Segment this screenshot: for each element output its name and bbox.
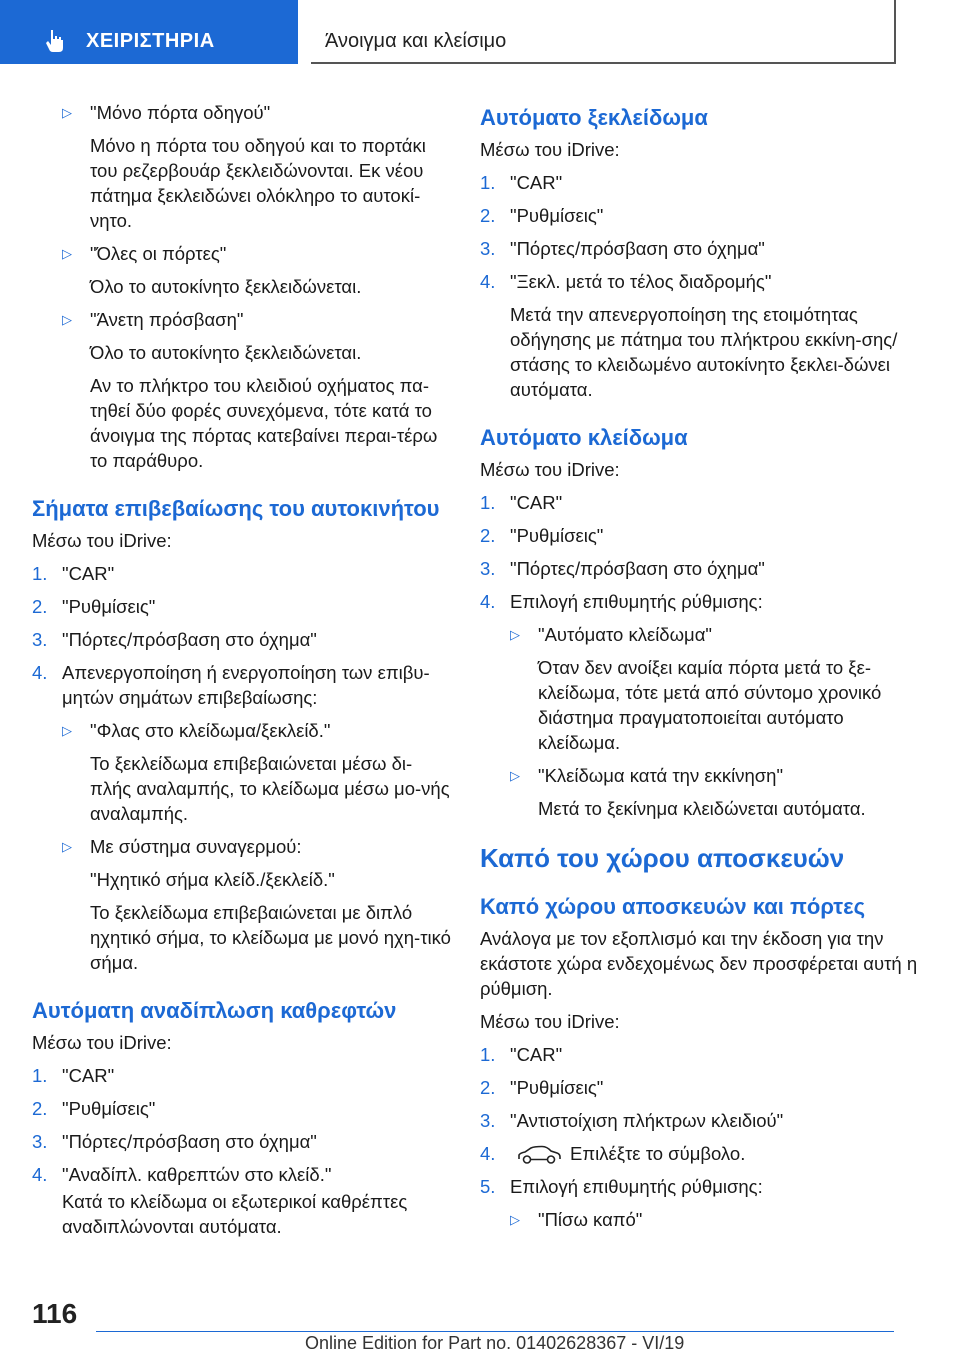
paragraph: Ανάλογα με τον εξοπλισμό και την έκδοση για την εκάστοτε χώρα ενδεχομένως δεν προσφέρεται αυτή η ρύθμιση. (480, 928, 918, 999)
list-item: 4. Απενεργοποίηση ή ενεργοποίηση των επιβυ-μητών σημάτων επιβεβαίωσης: (32, 662, 430, 708)
footer-edition: Online Edition for Part no. 01402628367 - VI/19 (305, 1333, 685, 1353)
sub-item: ▷ Με σύστημα συναγερμού: (62, 836, 302, 857)
list-item: 1. "CAR" (32, 563, 115, 584)
list-item: 2. "Ρυθμίσεις" (480, 525, 604, 546)
sub-item: ▷ "Κλείδωμα κατά την εκκίνηση" (510, 765, 784, 786)
triangle-bullet-icon: ▷ (62, 723, 72, 738)
bullet-driver-door: ▷ "Μόνο πόρτα οδηγού" (62, 102, 271, 123)
left-column (32, 100, 452, 1247)
bullet-comfort-access: ▷ "Άνετη πρόσβαση" (62, 309, 244, 330)
list-item: 4. "Αναδίπλ. καθρεπτών στο κλείδ." (32, 1164, 332, 1185)
sub-item: ▷ "Φλας στο κλείδωμα/ξεκλείδ." (62, 720, 331, 741)
sub-item: ▷ "Αυτόματο κλείδωμα" (510, 624, 712, 645)
list-item: 3. "Πόρτες/πρόσβαση στο όχημα" (480, 238, 765, 259)
list-item: 3. "Πόρτες/πρόσβαση στο όχημα" (480, 558, 765, 579)
paragraph: "Ηχητικό σήμα κλείδ./ξεκλείδ." (90, 869, 335, 890)
list-item: 4. "Ξεκλ. μετά το τέλος διαδρομής" (480, 271, 772, 292)
triangle-bullet-icon: ▷ (510, 1212, 520, 1227)
section-heading: Αυτόματο κλείδωμα (480, 425, 688, 450)
paragraph: Το ξεκλείδωμα επιβεβαιώνεται με διπλό ηχητικό σήμα, το κλείδωμα με μονό ηχη-τικό σήμα. (90, 902, 451, 973)
list-item: 3. "Πόρτες/πρόσβαση στο όχημα" (32, 629, 317, 650)
triangle-bullet-icon: ▷ (62, 105, 72, 120)
bullet-all-doors: ▷ "Όλες οι πόρτες" (62, 243, 227, 264)
pointing-hand-icon (42, 28, 68, 54)
triangle-bullet-icon: ▷ (510, 627, 520, 642)
list-item: 4. Επιλογή επιθυμητής ρύθμισης: (480, 591, 763, 612)
list-item: 2. "Ρυθμίσεις" (32, 596, 156, 617)
list-item: 2. "Ρυθμίσεις" (32, 1098, 156, 1119)
right-column (480, 100, 920, 1240)
list-item: 1. "CAR" (480, 1044, 563, 1065)
chapter-heading: Καπό του χώρου αποσκευών (480, 843, 845, 873)
list-item: 3. "Πόρτες/πρόσβαση στο όχημα" (32, 1131, 317, 1152)
triangle-bullet-icon: ▷ (62, 312, 72, 327)
list-item: 1. "CAR" (480, 492, 563, 513)
paragraph: Μέσω του iDrive: (32, 1032, 172, 1053)
sub-item: ▷ "Πίσω καπό" (510, 1209, 643, 1230)
paragraph: Μέσω του iDrive: (480, 1011, 620, 1032)
list-item: 4. Επιλέξτε το σύμβολο. (480, 1143, 746, 1164)
section-tab (0, 0, 298, 64)
paragraph: Μετά την απενεργοποίηση της ετοιμότητας οδήγησης με πάτημα του πλήκτρου εκκίνη-σης/στάσης το κλειδωμένο αυτοκίνητο ξεκλει-δώνει αυτόματα. (510, 304, 898, 400)
list-item: 1. "CAR" (480, 172, 563, 193)
section-heading: Καπό χώρου αποσκευών και πόρτες (480, 894, 866, 919)
paragraph: Κατά το κλείδωμα οι εξωτερικοί καθρέπτες αναδιπλώνονται αυτόματα. (62, 1191, 408, 1237)
paragraph: Μόνο η πόρτα του οδηγού και το πορτάκι του ρεζερβουάρ ξεκλειδώνονται. Εκ νέου πάτημα ξεκλειδώνει ολόκληρο το αυτοκί-νητο. (90, 135, 426, 231)
page-number: 116 (32, 1298, 78, 1329)
list-item: 5. Επιλογή επιθυμητής ρύθμισης: (480, 1176, 763, 1197)
paragraph: Όλο το αυτοκίνητο ξεκλειδώνεται. (90, 342, 362, 363)
paragraph: Μέσω του iDrive: (32, 530, 172, 551)
triangle-bullet-icon: ▷ (62, 839, 72, 854)
footer-divider (96, 1331, 894, 1332)
paragraph: Μετά το ξεκίνημα κλειδώνεται αυτόματα. (538, 798, 866, 819)
page-title: Άνοιγμα και κλείσιμο (325, 30, 507, 52)
page-header (0, 0, 960, 64)
list-item: 2. "Ρυθμίσεις" (480, 1077, 604, 1098)
paragraph: Όταν δεν ανοίξει καμία πόρτα μετά το ξε-κλείδωμα, τότε μετά από σύντομο χρονικό διάστημα πραγματοποιείται αυτόματο κλείδωμα. (538, 657, 882, 753)
car-outline-icon (516, 1145, 562, 1165)
section-heading: Αυτόματο ξεκλείδωμα (480, 105, 708, 130)
list-item: 1. "CAR" (32, 1065, 115, 1086)
paragraph: Το ξεκλείδωμα επιβεβαιώνεται μέσω δι-πλής αναλαμπής, το κλείδωμα μέσω μο-νής αναλαμπής. (90, 753, 450, 824)
list-item: 3. "Αντιστοίχιση πλήκτρων κλειδιού" (480, 1110, 784, 1131)
section-tab-label: ΧΕΙΡΙΣΤΗΡΙΑ (86, 30, 215, 52)
section-heading: Αυτόματη αναδίπλωση καθρεφτών (32, 998, 397, 1023)
paragraph: Αν το πλήκτρο του κλειδιού οχήματος πα-τηθεί δύο φορές συνεχόμενα, τότε κατά το άνοιγμα της πόρτας κατεβαίνει περαι-τέρω το παράθυρο. (90, 375, 438, 471)
triangle-bullet-icon: ▷ (62, 246, 72, 261)
paragraph: Μέσω του iDrive: (480, 139, 620, 160)
paragraph: Όλο το αυτοκίνητο ξεκλειδώνεται. (90, 276, 362, 297)
section-heading: Σήματα επιβεβαίωσης του αυτοκινήτου (32, 496, 440, 521)
list-item: 2. "Ρυθμίσεις" (480, 205, 604, 226)
paragraph: Μέσω του iDrive: (480, 459, 620, 480)
triangle-bullet-icon: ▷ (510, 768, 520, 783)
